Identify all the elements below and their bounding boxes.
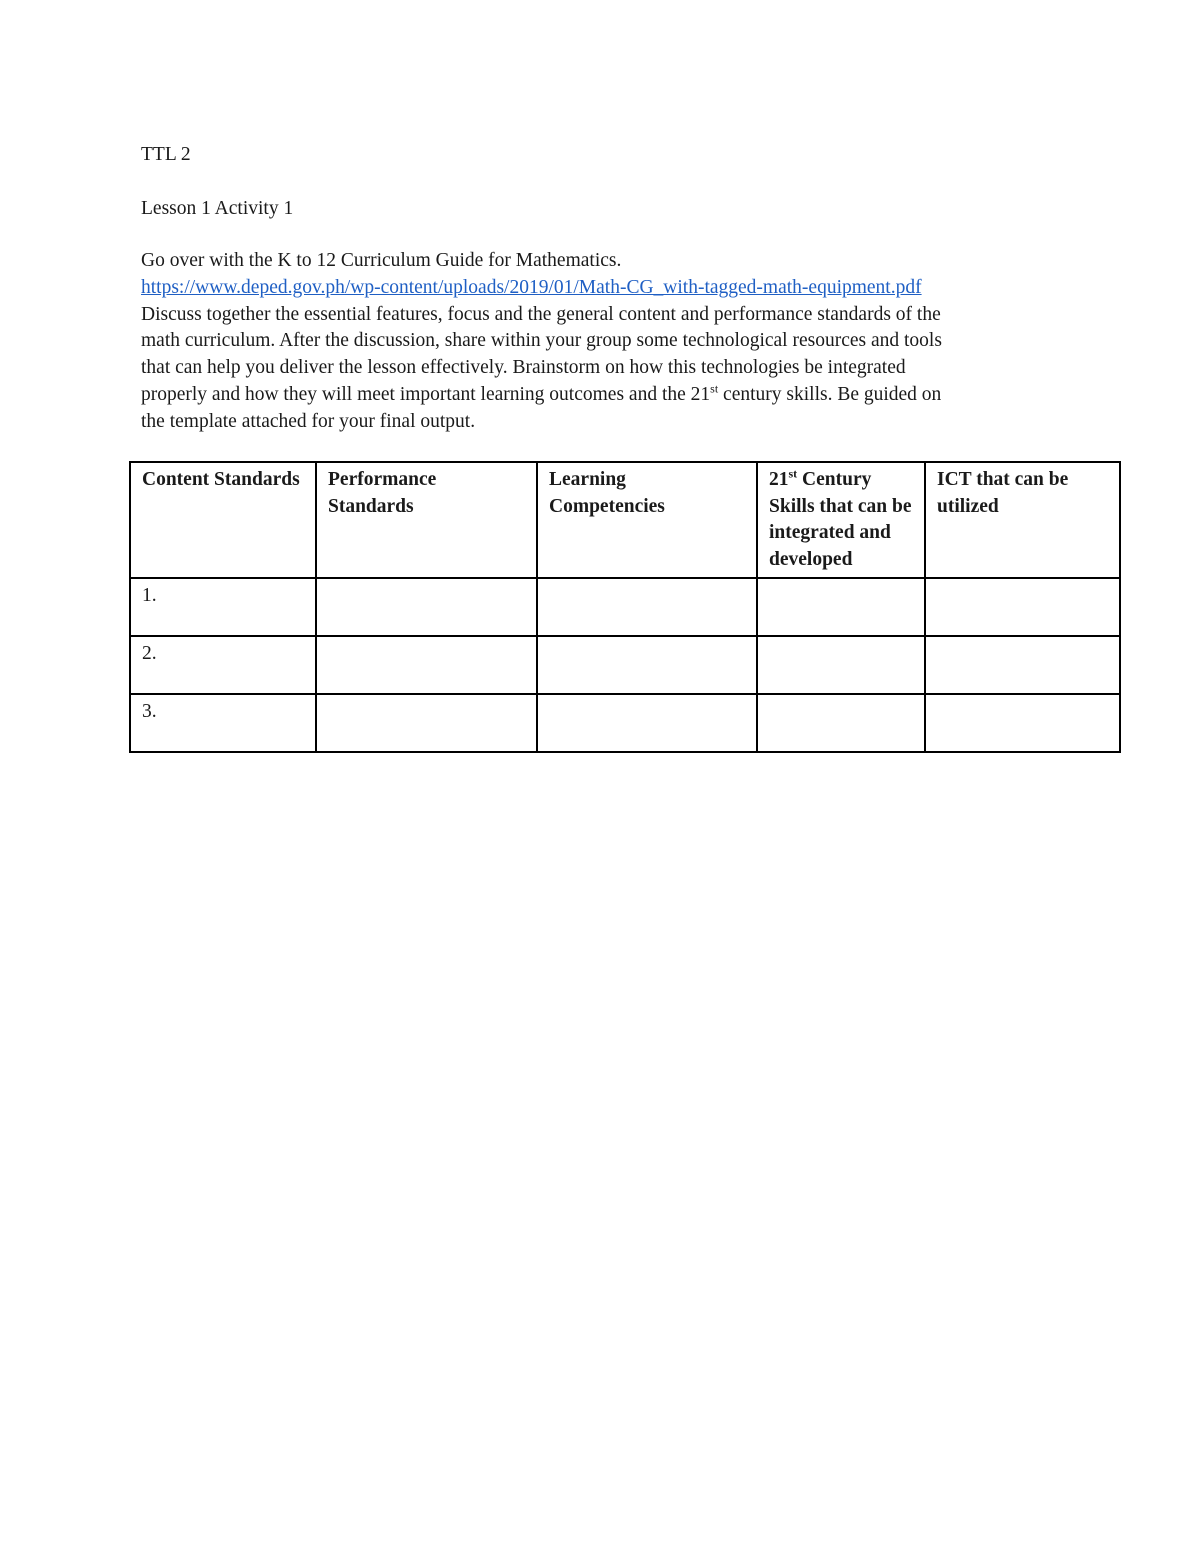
skills-cell[interactable] (757, 694, 925, 752)
performance-standards-cell[interactable] (316, 578, 537, 636)
document-title: TTL 2 (141, 144, 191, 165)
header-ict-tools: ICT that can be utilized (925, 462, 1120, 578)
table-header-row (130, 462, 1120, 578)
table-row (130, 636, 1120, 694)
header-21st-century-skills (757, 462, 925, 578)
instruction-line-3: Discuss together the essential features, focus and the general content and performance standards of the (141, 303, 941, 325)
table-row (130, 578, 1120, 636)
curriculum-guide-link[interactable]: https://www.deped.gov.ph/wp-content/uploads/2019/01/Math-CG_with-tagged-math-equipment.pdf (141, 276, 922, 298)
instruction-line-6-text: properly and how they will meet important learning outcomes and the 21 (141, 383, 711, 405)
header-superscript-st: st (788, 466, 798, 481)
header-learning-competencies: Learning Competencies (537, 462, 757, 578)
row-number-cell[interactable]: 2. (130, 636, 316, 694)
ict-cell[interactable] (925, 636, 1120, 694)
learning-competencies-cell[interactable] (537, 578, 757, 636)
lesson-activity-heading: Lesson 1 Activity 1 (141, 198, 294, 219)
instructions-paragraph (141, 248, 1061, 436)
table-row (130, 694, 1120, 752)
header-performance-standards: Performance Standards (316, 462, 537, 578)
instruction-line-4: math curriculum. After the discussion, share within your group some technological resources and tools (141, 330, 942, 352)
learning-competencies-cell[interactable] (537, 694, 757, 752)
ict-cell[interactable] (925, 578, 1120, 636)
instruction-line-5: that can help you deliver the lesson effectively. Brainstorm on how this technologies be integrated (141, 357, 906, 379)
instruction-line-7: the template attached for your final output. (141, 410, 476, 432)
superscript-st: st (710, 381, 719, 396)
header-21st-text: Century Skills that can be integrated and developed (769, 469, 912, 570)
skills-cell[interactable] (757, 578, 925, 636)
instruction-line-1: Go over with the K to 12 Curriculum Guide for Mathematics. (141, 250, 622, 271)
skills-cell[interactable] (757, 636, 925, 694)
instruction-line-6-tail: century skills. Be guided on (718, 383, 942, 405)
output-template-table (129, 461, 1121, 753)
learning-competencies-cell[interactable] (537, 636, 757, 694)
row-number-cell[interactable]: 3. (130, 694, 316, 752)
performance-standards-cell[interactable] (316, 636, 537, 694)
header-21st-number: 21 (769, 469, 789, 490)
performance-standards-cell[interactable] (316, 694, 537, 752)
row-number-cell[interactable]: 1. (130, 578, 316, 636)
header-content-standards: Content Standards (130, 462, 316, 578)
ict-cell[interactable] (925, 694, 1120, 752)
instruction-line-6 (141, 382, 1061, 409)
